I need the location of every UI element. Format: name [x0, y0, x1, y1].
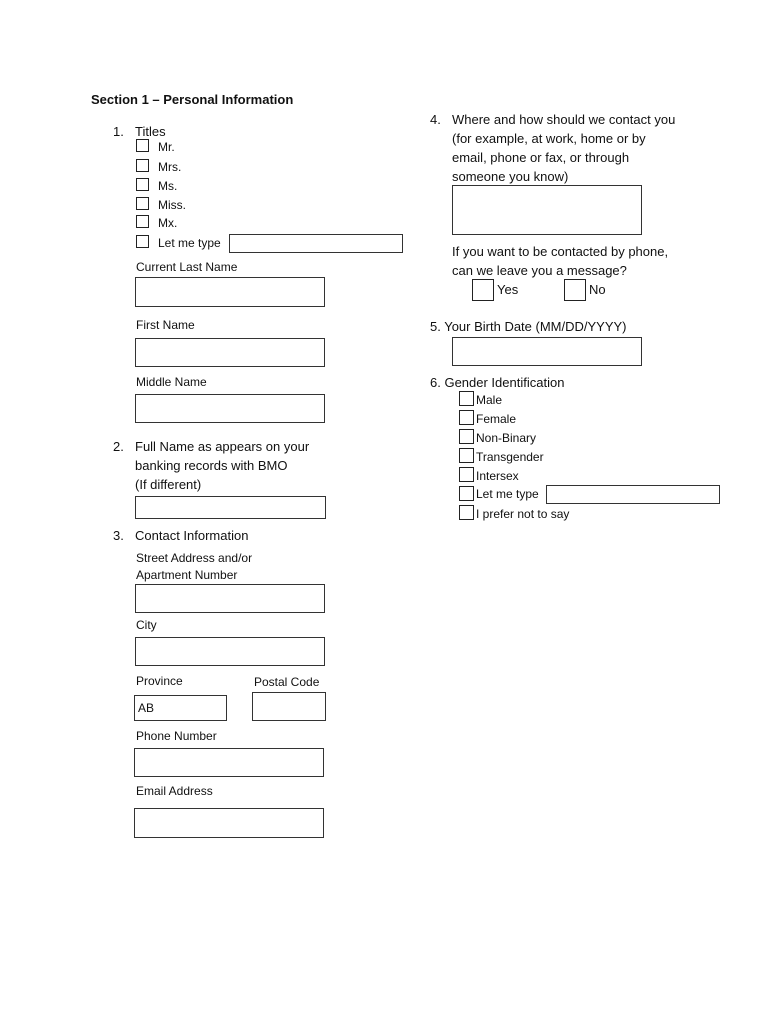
q3-number: 3.: [113, 528, 124, 543]
message-no-label: No: [589, 282, 606, 297]
gender-female-checkbox[interactable]: [459, 410, 474, 425]
province-label: Province: [136, 674, 183, 688]
q4-label: Where and how should we contact you (for example, at work, home or by email, phone or fax, or through someone you know): [452, 112, 676, 184]
title-let-me-type-label: Let me type: [158, 236, 221, 250]
postal-code-label: Postal Code: [254, 675, 320, 689]
title-let-me-type-checkbox[interactable]: [136, 235, 149, 248]
gender-prefer-not-label: I prefer not to say: [476, 507, 570, 521]
current-last-name-label: Current Last Name: [136, 260, 238, 274]
contact-method-field[interactable]: [452, 185, 642, 235]
gender-male-checkbox[interactable]: [459, 391, 474, 406]
message-no-checkbox[interactable]: [564, 279, 586, 301]
email-address-field[interactable]: [134, 808, 324, 838]
title-mr-label: Mr.: [158, 140, 175, 154]
q1-label: Titles: [135, 124, 166, 139]
title-mx-label: Mx.: [158, 216, 178, 230]
postal-code-field[interactable]: [252, 692, 326, 721]
birth-date-field[interactable]: [452, 337, 642, 366]
street-address-label: Street Address and/or Apartment Number: [136, 551, 253, 582]
city-field[interactable]: [135, 637, 325, 666]
title-mr-checkbox[interactable]: [136, 139, 149, 152]
gender-female-label: Female: [476, 412, 517, 426]
title-mrs-checkbox[interactable]: [136, 159, 149, 172]
gender-non-binary-label: Non-Binary: [476, 431, 537, 445]
q1-number: 1.: [113, 124, 124, 139]
message-yes-label: Yes: [497, 282, 519, 297]
gender-transgender-checkbox[interactable]: [459, 448, 474, 463]
q2-label: Full Name as appears on your banking records with BMO (If different): [135, 439, 310, 492]
middle-name-label: Middle Name: [136, 375, 207, 389]
title-ms-checkbox[interactable]: [136, 178, 149, 191]
q4-number: 4.: [430, 112, 441, 127]
street-address-field[interactable]: [135, 584, 325, 613]
gender-intersex-checkbox[interactable]: [459, 467, 474, 482]
email-address-label: Email Address: [136, 784, 213, 798]
q5-label: 5. Your Birth Date (MM/DD/YYYY): [430, 319, 627, 334]
section-title: Section 1 – Personal Information: [91, 92, 294, 107]
title-mrs-label: Mrs.: [158, 160, 182, 174]
middle-name-field[interactable]: [135, 394, 325, 423]
province-field[interactable]: AB: [134, 695, 227, 721]
q6-label: 6. Gender Identification: [430, 375, 565, 390]
title-mx-checkbox[interactable]: [136, 215, 149, 228]
gender-non-binary-checkbox[interactable]: [459, 429, 474, 444]
gender-let-me-type-checkbox[interactable]: [459, 486, 474, 501]
message-question: If you want to be contacted by phone, can we leave you a message?: [452, 244, 669, 278]
phone-number-field[interactable]: [134, 748, 324, 777]
city-label: City: [136, 618, 157, 632]
title-let-me-type-field[interactable]: [229, 234, 403, 253]
message-yes-checkbox[interactable]: [472, 279, 494, 301]
gender-let-me-type-field[interactable]: [546, 485, 720, 504]
gender-male-label: Male: [476, 393, 503, 407]
title-miss-label: Miss.: [158, 198, 186, 212]
q2-number: 2.: [113, 439, 124, 454]
title-miss-checkbox[interactable]: [136, 197, 149, 210]
title-ms-label: Ms.: [158, 179, 178, 193]
q3-label: Contact Information: [135, 528, 249, 543]
gender-intersex-label: Intersex: [476, 469, 519, 483]
gender-let-me-type-label: Let me type: [476, 487, 539, 501]
first-name-field[interactable]: [135, 338, 325, 367]
gender-transgender-label: Transgender: [476, 450, 544, 464]
phone-number-label: Phone Number: [136, 729, 217, 743]
current-last-name-field[interactable]: [135, 277, 325, 307]
full-name-bmo-field[interactable]: [135, 496, 326, 519]
gender-prefer-not-checkbox[interactable]: [459, 505, 474, 520]
first-name-label: First Name: [136, 318, 195, 332]
